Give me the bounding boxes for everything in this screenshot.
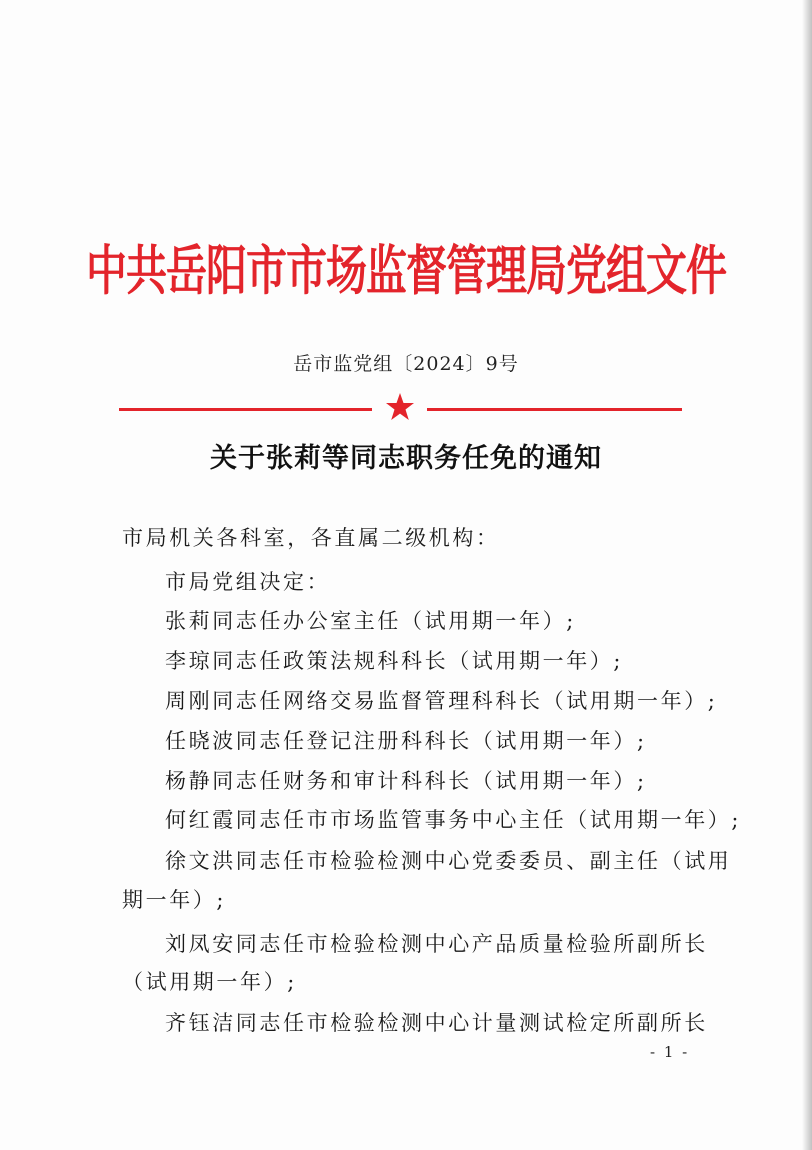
appointment-line: 徐文洪同志任市检验检测中心党委委员、副主任（试用 xyxy=(165,849,732,873)
appointment-line-continued: （试用期一年）; xyxy=(122,970,297,994)
red-star-icon xyxy=(385,392,415,422)
notice-title: 关于张莉等同志职务任免的通知 xyxy=(210,443,602,474)
appointment-line: 杨静同志任财务和审计科科长（试用期一年）; xyxy=(165,769,647,793)
appointment-line: 任晓波同志任登记注册科科长（试用期一年）; xyxy=(165,729,647,753)
decision-intro: 市局党组决定： xyxy=(165,570,331,594)
appointment-line: 齐钰洁同志任市检验检测中心计量测试检定所副所长 xyxy=(165,1011,708,1035)
red-divider-left xyxy=(119,408,372,411)
appointment-line: 张莉同志任办公室主任（试用期一年）; xyxy=(165,609,576,633)
appointment-line-continued: 期一年）; xyxy=(122,888,227,912)
red-divider-right xyxy=(427,408,682,411)
document-number: 岳市监党组〔2024〕9号 xyxy=(293,353,519,375)
appointment-line: 何红霞同志任市市场监管事务中心主任（试用期一年）; xyxy=(165,808,742,832)
page-edge-shadow xyxy=(802,0,812,1150)
appointment-line: 周刚同志任网络交易监督管理科科长（试用期一年）; xyxy=(165,689,718,713)
document-header-title: 中共岳阳市市场监督管理局党组文件 xyxy=(86,239,726,303)
page-number: - 1 - xyxy=(650,1043,690,1061)
appointment-line: 李琼同志任政策法规科科长（试用期一年）; xyxy=(165,649,624,673)
addressee-line: 市局机关各科室，各直属二级机构： xyxy=(122,526,500,550)
appointment-line: 刘凤安同志任市检验检测中心产品质量检验所副所长 xyxy=(165,932,708,956)
